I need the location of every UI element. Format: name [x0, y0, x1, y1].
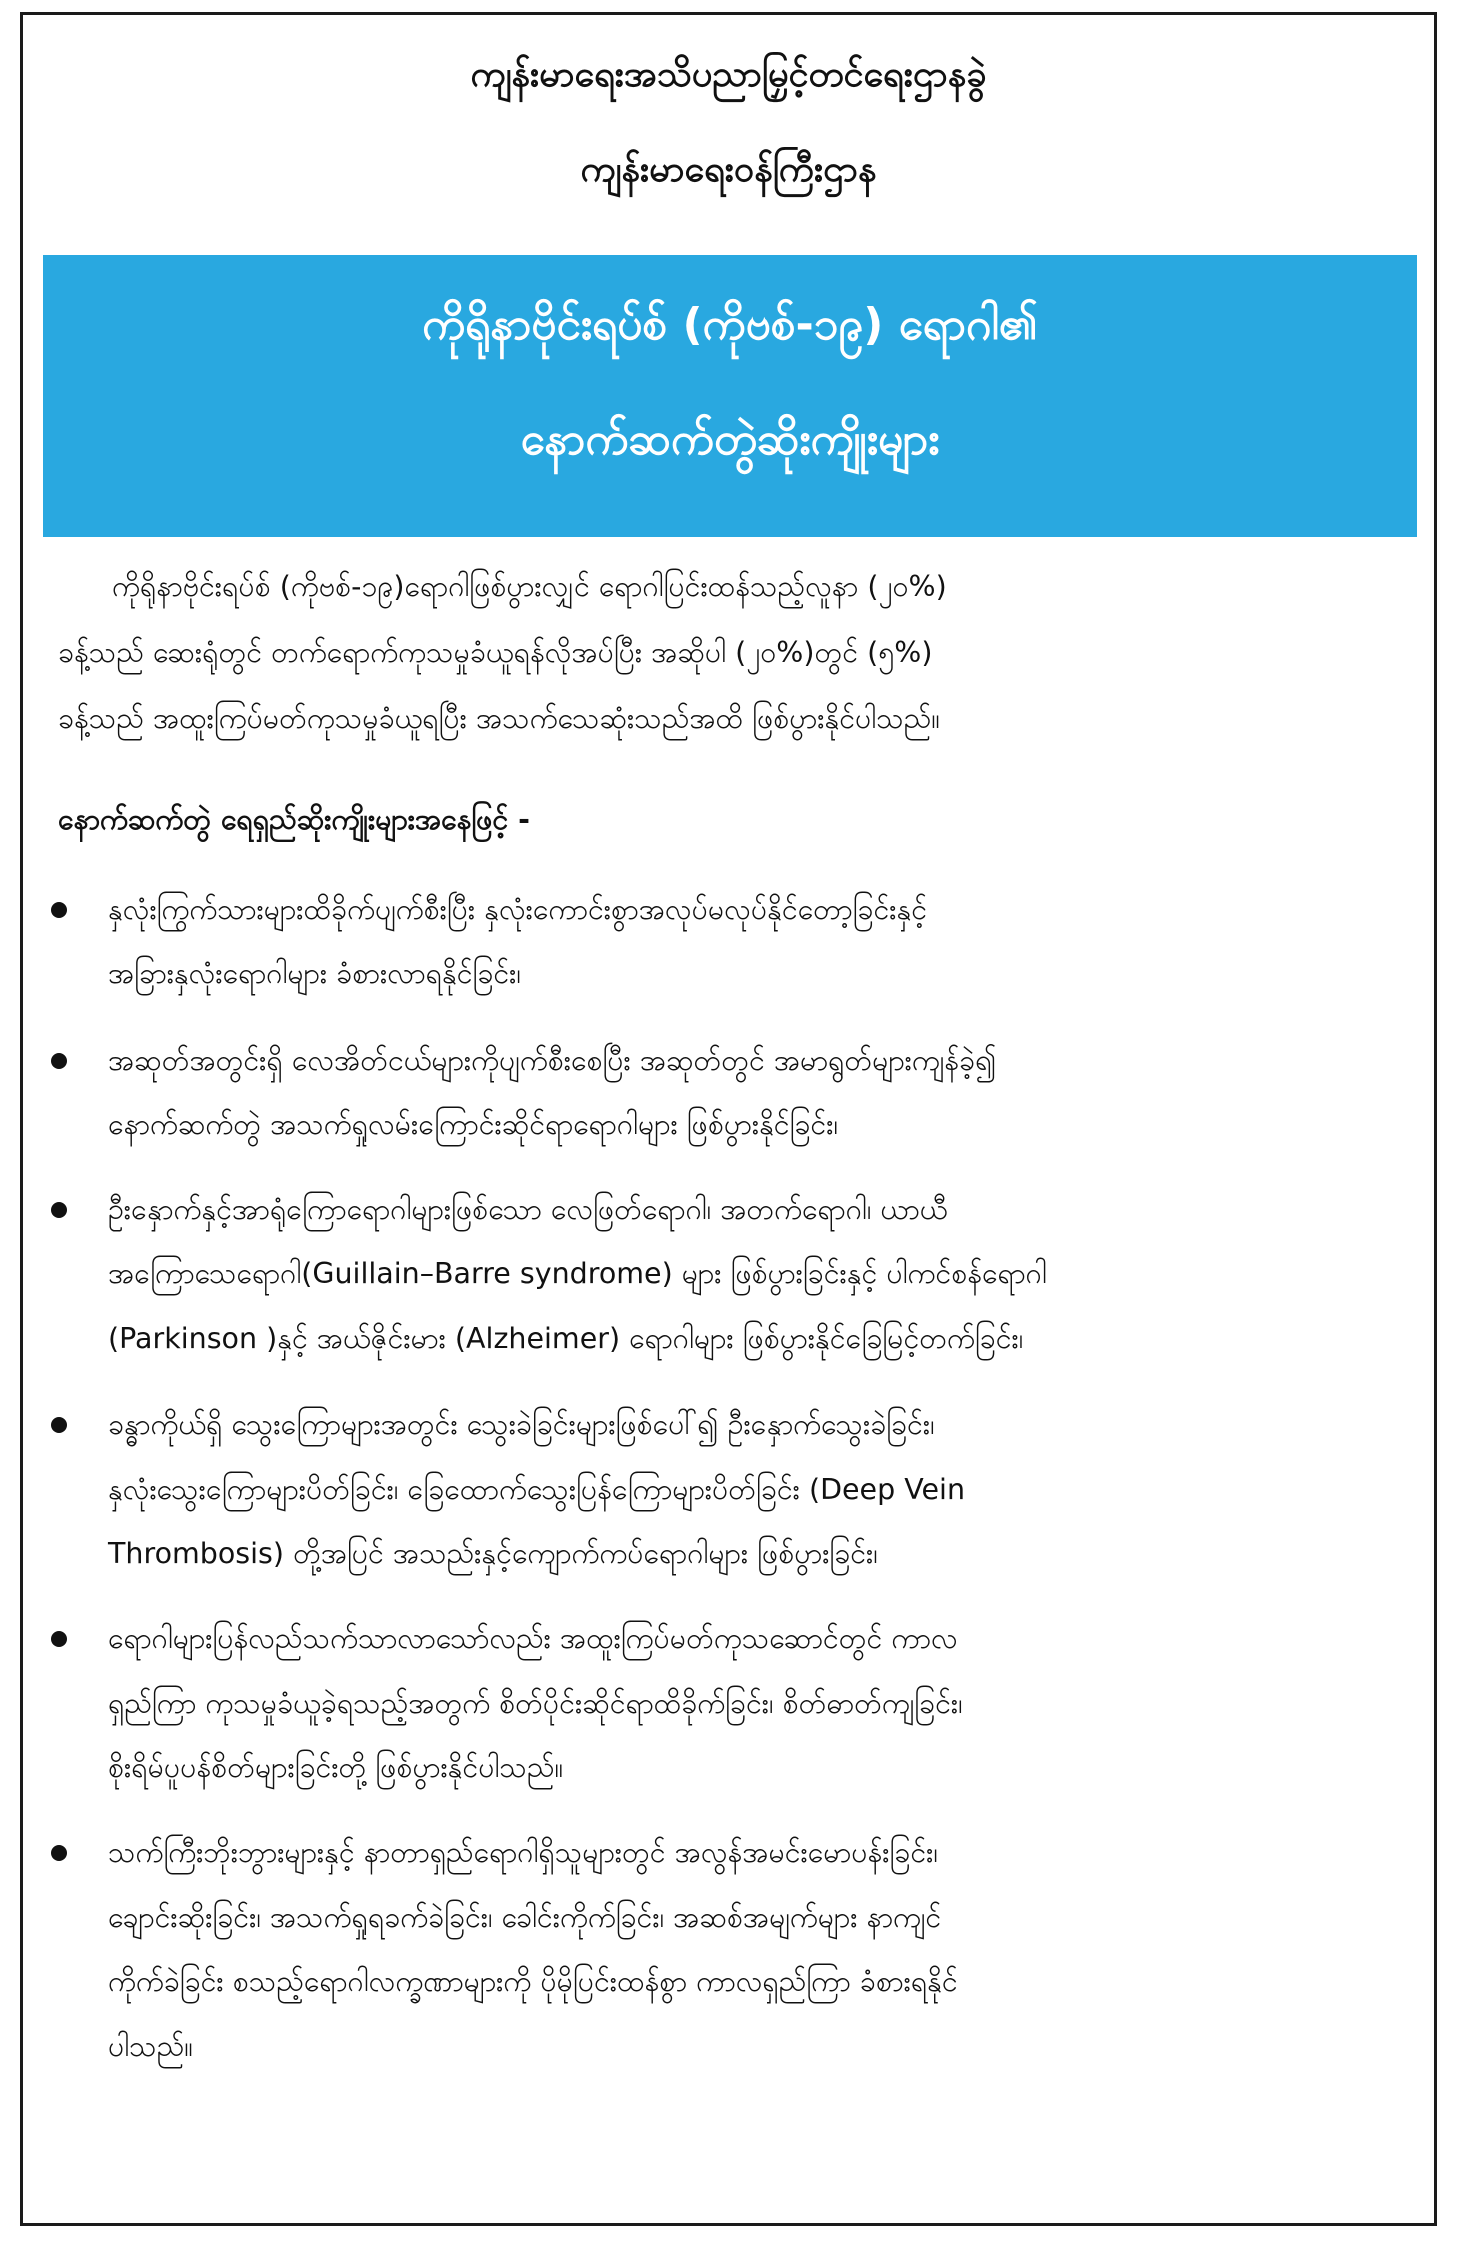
- title-banner: [43, 255, 1417, 537]
- bullet-2-line-2: နောက်ဆက်တွဲ အသက်ရှုလမ်းကြောင်းဆိုင်ရာရောဂါများ ဖြစ်ပွားနိုင်ခြင်း၊: [108, 1108, 838, 1141]
- bullet-5-line-3: စိုးရိမ်ပူပန်စိတ်များခြင်းတို့ ဖြစ်ပွားနိုင်ပါသည်။: [108, 1751, 564, 1784]
- bullet-icon: [51, 1053, 67, 1069]
- bullet-icon: [51, 1631, 67, 1647]
- intro-line-1: ကိုရိုနာဗိုင်းရပ်စ် (ကိုဗစ်-၁၉)ရောဂါဖြစ်ပွားလျှင် ရောဂါပြင်းထန်သည့်လူနာ (၂၀%): [112, 570, 947, 603]
- bullet-3-line-1: ဦးနှောက်နှင့်အာရုံကြောရောဂါများဖြစ်သော လေဖြတ်ရောဂါ၊ အတက်ရောဂါ၊ ယာယီ: [108, 1193, 948, 1226]
- bullet-6-line-1: သက်ကြီးဘိုးဘွားများနှင့် နာတာရှည်ရောဂါရှိသူများတွင် အလွန်အမင်းမောပန်းခြင်း၊: [108, 1836, 938, 1869]
- bullet-2-line-1: အဆုတ်အတွင်းရှိ လေအိတ်ငယ်များကိုပျက်စီးစေပြီး အဆုတ်တွင် အမာရွတ်များကျန်ခဲ့၍: [108, 1044, 997, 1077]
- bullet-icon: [51, 1417, 67, 1433]
- notice-frame: [20, 12, 1437, 2226]
- bullet-1-line-1: နှလုံးကြွက်သားများထိခိုက်ပျက်စီးပြီး နှလုံးကောင်းစွာအလုပ်မလုပ်နိုင်တော့ခြင်းနှင့်: [108, 893, 928, 926]
- intro-line-2: ခန့်သည် ဆေးရုံတွင် တက်ရောက်ကုသမှုခံယူရန်လိုအပ်ပြီး အဆိုပါ (၂၀%)တွင် (၅%): [58, 636, 933, 669]
- bullet-4-line-1: ခန္ဓာကိုယ်ရှိ သွေးကြောများအတွင်း သွေးခဲခြင်းများဖြစ်ပေါ်၍ ဦးနှောက်သွေးခဲခြင်း၊: [108, 1408, 935, 1441]
- bullet-6-line-3: ကိုက်ခဲခြင်း စသည့်ရောဂါလက္ခဏာများကို ပိုမိုပြင်းထန်စွာ ကာလရှည်ကြာ ခံစားရနိုင်: [108, 1965, 958, 1998]
- bullet-icon: [51, 902, 67, 918]
- department-title: ကျန်းမာရေးအသိပညာမြှင့်တင်ရေးဌာနခွဲ: [470, 54, 987, 95]
- banner-title-line-1: ကိုရိုနာဗိုင်းရပ်စ် (ကိုဗစ်-၁၉) ရောဂါ၏: [422, 299, 1038, 350]
- bullet-6-line-4: ပါသည်။: [108, 2030, 193, 2063]
- ministry-title: ကျန်းမာရေးဝန်ကြီးဌာန: [580, 149, 877, 190]
- intro-line-3: ခန့်သည် အထူးကြပ်မတ်ကုသမှုခံယူရပြီး အသက်သေဆုံးသည်အထိ ဖြစ်ပွားနိုင်ပါသည်။: [58, 702, 940, 735]
- bullet-6-line-2: ချောင်းဆိုးခြင်း၊ အသက်ရှုရခက်ခဲခြင်း၊ ခေါင်းကိုက်ခြင်း၊ အဆစ်အမျက်များ နာကျင်: [108, 1901, 942, 1934]
- bullet-4-line-3: Thrombosis) တို့အပြင် အသည်းနှင့်ကျောက်ကပ်ရောဂါများ ဖြစ်ပွားခြင်း၊: [108, 1537, 878, 1570]
- banner-title-line-2: နောက်ဆက်တွဲဆိုးကျိုးများ: [520, 414, 940, 465]
- bullet-1-line-2: အခြားနှလုံးရောဂါများ ခံစားလာရနိုင်ခြင်း၊: [108, 957, 521, 990]
- bullet-4-line-2: နှလုံးသွေးကြောများပိတ်ခြင်း၊ ခြေထောက်သွေးပြန်ကြောများပိတ်ခြင်း (Deep Vein: [108, 1473, 966, 1506]
- bullet-icon: [51, 1845, 67, 1861]
- bullet-icon: [51, 1202, 67, 1218]
- bullet-5-line-2: ရှည်ကြာ ကုသမှုခံယူခဲ့ရသည့်အတွက် စိတ်ပိုင်းဆိုင်ရာထိခိုက်ခြင်း၊ စိတ်ဓာတ်ကျခြင်း၊: [108, 1687, 963, 1720]
- list-subheading: နောက်ဆက်တွဲ ရေရှည်ဆိုးကျိုးများအနေဖြင့် -: [58, 803, 530, 836]
- bullet-3-line-3: (Parkinson )နှင့် အယ်ဇိုင်းမား (Alzheimer) ရောဂါများ ဖြစ်ပွားနိုင်ခြေမြင့်တက်ခြင်း၊: [108, 1322, 1024, 1355]
- bullet-3-line-2: အကြောသေရောဂါ(Guillain–Barre syndrome) များ ဖြစ်ပွားခြင်းနှင့် ပါကင်စန်ရောဂါ: [108, 1257, 1047, 1290]
- bullet-5-line-1: ရောဂါများပြန်လည်သက်သာလာသော်လည်း အထူးကြပ်မတ်ကုသဆောင်တွင် ကာလ: [108, 1622, 958, 1655]
